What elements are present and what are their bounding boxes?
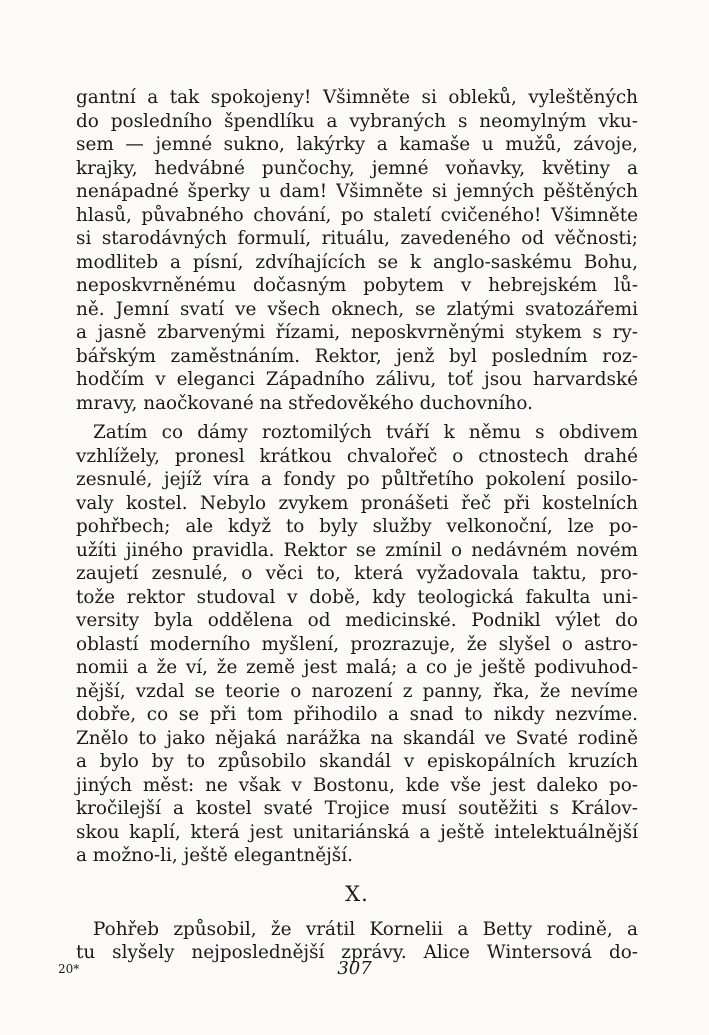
text-line: neposkvrněnému dočasným pobytem v hebrejském lů-	[76, 275, 638, 296]
text-line: do posledního špendlíku a vybraných s neomylným vku-	[76, 110, 638, 132]
text-line: hodčím v eleganci Západního zálivu, toť jsou harvardské	[76, 369, 638, 390]
text-line: ně. Jemní svatí ve všech oknech, se zlatými svatozářemi	[76, 298, 638, 320]
text-line: oblastí moderního myšlení, prozrazuje, že slyšel o astro-	[76, 633, 638, 655]
paragraph-1	[76, 86, 638, 415]
text-line: bářským zaměstnáním. Rektor, jenž byl posledním roz-	[76, 345, 638, 367]
text-line: dobře, co se při tom přihodilo a snad to nikdy nezvíme.	[76, 704, 638, 725]
text-line: nomii a že ví, že země jest malá; a co je ještě podivuhod-	[76, 657, 638, 678]
text-line: krajky, hedvábné punčochy, jemné voňavky, květiny a	[76, 157, 638, 179]
text-line: gantní a tak spokojeny! Všimněte si obleků, vyleštěných	[76, 87, 638, 108]
text-line: skou kaplí, která jest unitariánská a ještě intelektuálnější	[76, 821, 638, 843]
page-number: 307	[337, 958, 372, 979]
text-line: nější, vzdal se teorie o narození z panny, řka, že nevíme	[76, 680, 638, 702]
text-line: hlasů, půvabného chování, po staletí cvičeného! Všimněte	[76, 204, 638, 226]
text-line: Pohřeb způsobil, že vrátil Kornelii a Betty rodině, a	[93, 918, 638, 940]
text-line: pohřbech; ale když to byly služby velkonoční, lze po-	[76, 516, 638, 537]
text-line: jiných měst: ne však v Bostonu, kde vše jest daleko po-	[76, 774, 638, 796]
text-line: tu slyšely nejposlednější zprávy. Alice Wintersová do-	[76, 942, 638, 963]
text-line: a možno-li, ještě elegantnější.	[76, 845, 353, 866]
text-line: zesnulé, jejíž víra a fondy po půltřetího pokolení posilo-	[76, 469, 638, 490]
text-line: versity byla oddělena od medicinské. Podnikl výlet do	[76, 610, 638, 631]
paragraph-2	[76, 421, 638, 868]
text-line: sem — jemné sukno, lakýrky a kamaše u mužů, závoje,	[76, 134, 638, 155]
text-line: Znělo to jako nějaká narážka na skandál ve Svaté rodině	[76, 727, 638, 749]
printer-signature-mark: 20*	[58, 962, 80, 976]
page-text	[76, 86, 638, 965]
chapter-heading: X.	[345, 881, 369, 906]
text-line: si starodávných formulí, rituálu, zavedeného od věčnosti;	[76, 228, 638, 249]
text-line: valy kostel. Nebylo zvykem pronášeti řeč při kostelních	[76, 492, 638, 514]
text-line: Zatím co dámy roztomilých tváří k němu s obdivem	[93, 422, 638, 443]
text-line: a jasně zbarvenými řízami, neposkvrněnými stykem s ry-	[76, 322, 638, 343]
text-line: užíti jiného pravidla. Rektor se zmínil o nedávném novém	[76, 539, 638, 561]
text-line: zaujetí zesnulé, o věci to, která vyžadovala taktu, pro-	[76, 563, 638, 584]
text-line: vzhlížely, pronesl krátkou chvalořeč o ctnostech drahé	[76, 445, 638, 467]
text-line: a bylo by to způsobilo skandál v episkopálních kruzích	[76, 751, 638, 772]
text-line: kročilejší a kostel svaté Trojice musí soutěžiti s Králov-	[76, 798, 638, 819]
text-line: nenápadné šperky u dam! Všimněte si jemných pěštěných	[76, 181, 638, 202]
text-line: modliteb a písní, zdvíhajících se k anglo-saskému Bohu,	[76, 251, 638, 273]
text-line: tože rektor studoval v době, kdy teologická fakulta uni-	[76, 586, 638, 608]
text-line: mravy, naočkované na středověkého duchovního.	[76, 392, 533, 414]
